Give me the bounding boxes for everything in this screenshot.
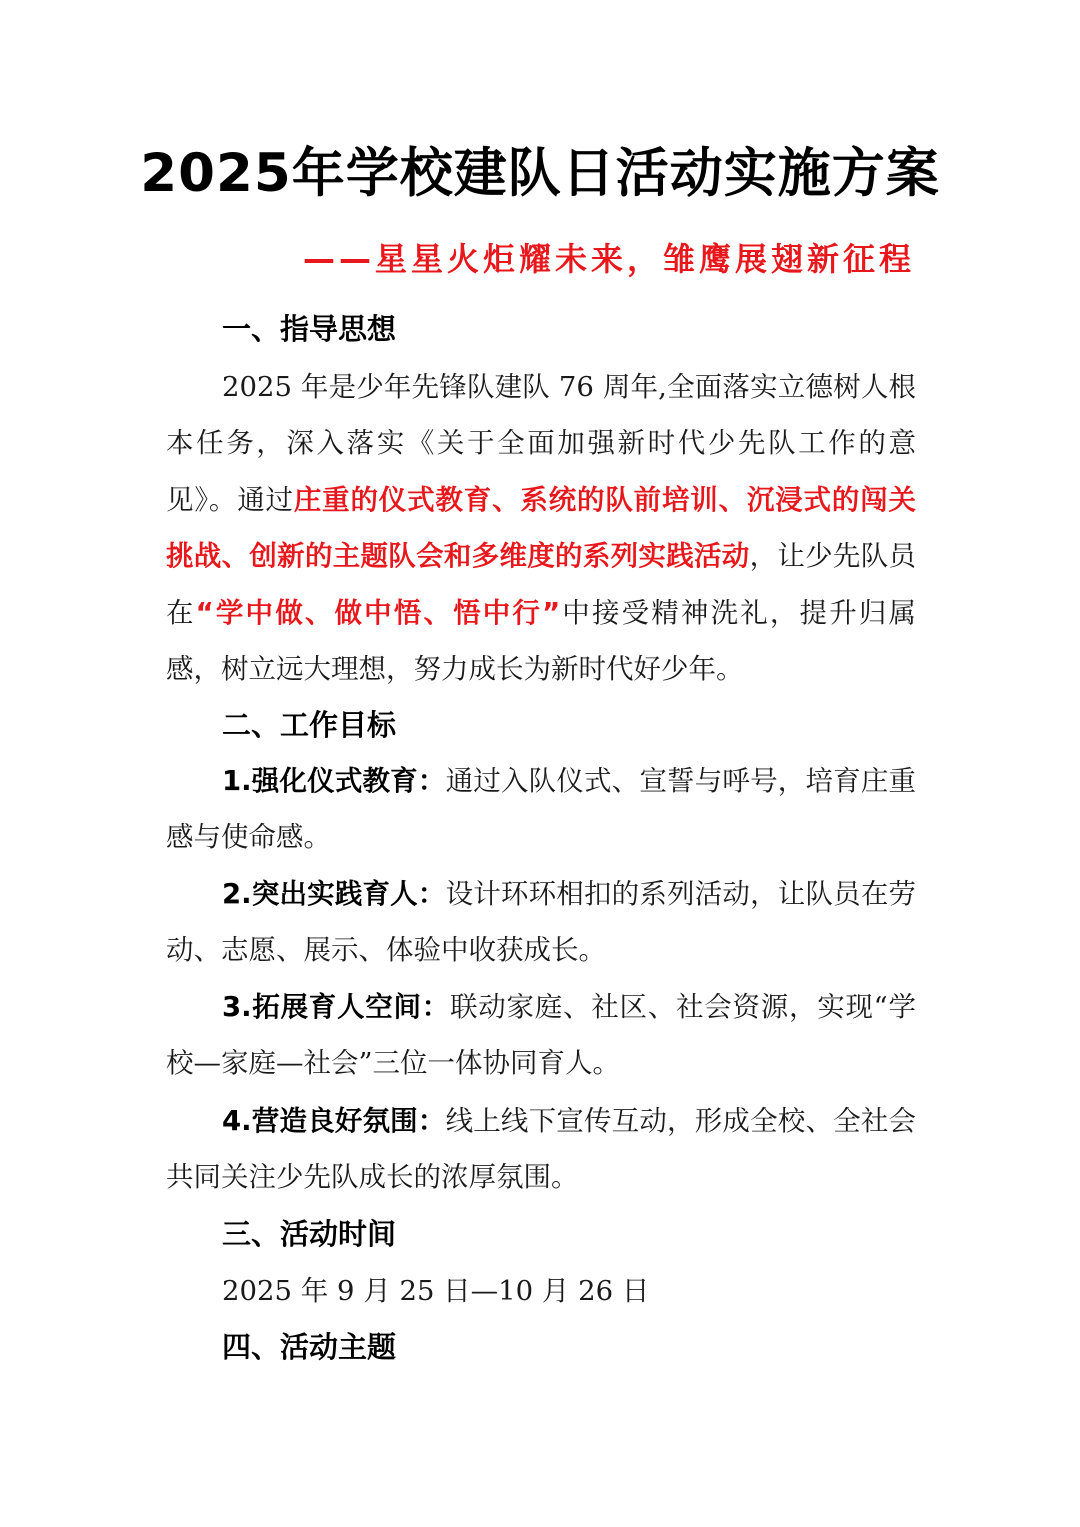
paragraph-text: 中接受精神洗礼，提升归属感，树立远大理想，努力成长为新时代好少年。: [166, 596, 917, 686]
paragraph-text: 2025 年是少年先锋队建队 76 周年,全面落实立德树人根本任务，深入落实《关于全面加强新时代少先队工作的意见》。通过: [166, 371, 916, 516]
highlight-slogan: “学中做、做中悟、悟中行”: [195, 596, 561, 629]
section-heading-guiding-ideology: 一、指导思想: [222, 312, 397, 346]
highlight-text: 庄重的仪式教育、系统的队前培训、沉浸式的闯关挑战、创新的主题队会和多维度的系列实践活动: [166, 483, 917, 573]
section-heading-activity-time: 三、活动时间: [222, 1217, 397, 1251]
goal-item-text: 联动家庭、社区、社会资源，实现“学校—家庭—社会”三位一体协同育人。: [166, 991, 916, 1080]
goal-item: [166, 866, 916, 979]
goal-item-lead: 4.营造良好氛围：: [222, 1105, 446, 1137]
goal-item: [166, 979, 916, 1092]
activity-time-text: 2025 年 9 月 25 日—10 月 26 日: [222, 1275, 650, 1307]
paragraph-text: ，让少先队员在: [166, 540, 917, 629]
goal-item: [166, 753, 916, 866]
goal-item-lead: 1.强化仪式教育：: [222, 765, 446, 797]
goal-item-text: 设计环环相扣的系列活动，让队员在劳动、志愿、展示、体验中收获成长。: [166, 878, 916, 967]
section-heading-activity-theme: 四、活动主题: [222, 1330, 397, 1364]
goal-item: [166, 1093, 916, 1206]
document-title: 2025年学校建队日活动实施方案: [140, 143, 940, 204]
paragraph-guiding-ideology: [166, 359, 916, 697]
section-heading-work-goals: 二、工作目标: [222, 708, 397, 742]
goal-item-text: 线上线下宣传互动，形成全校、全社会共同关注少先队成长的浓厚氛围。: [166, 1105, 916, 1194]
goal-item-text: 通过入队仪式、宣誓与呼号，培育庄重感与使命感。: [166, 765, 916, 854]
goal-item-lead: 3.拓展育人空间：: [222, 991, 451, 1023]
document-subtitle: ——星星火炬耀未来，雏鹰展翅新征程: [302, 240, 915, 278]
goal-item-lead: 2.突出实践育人：: [222, 878, 446, 910]
